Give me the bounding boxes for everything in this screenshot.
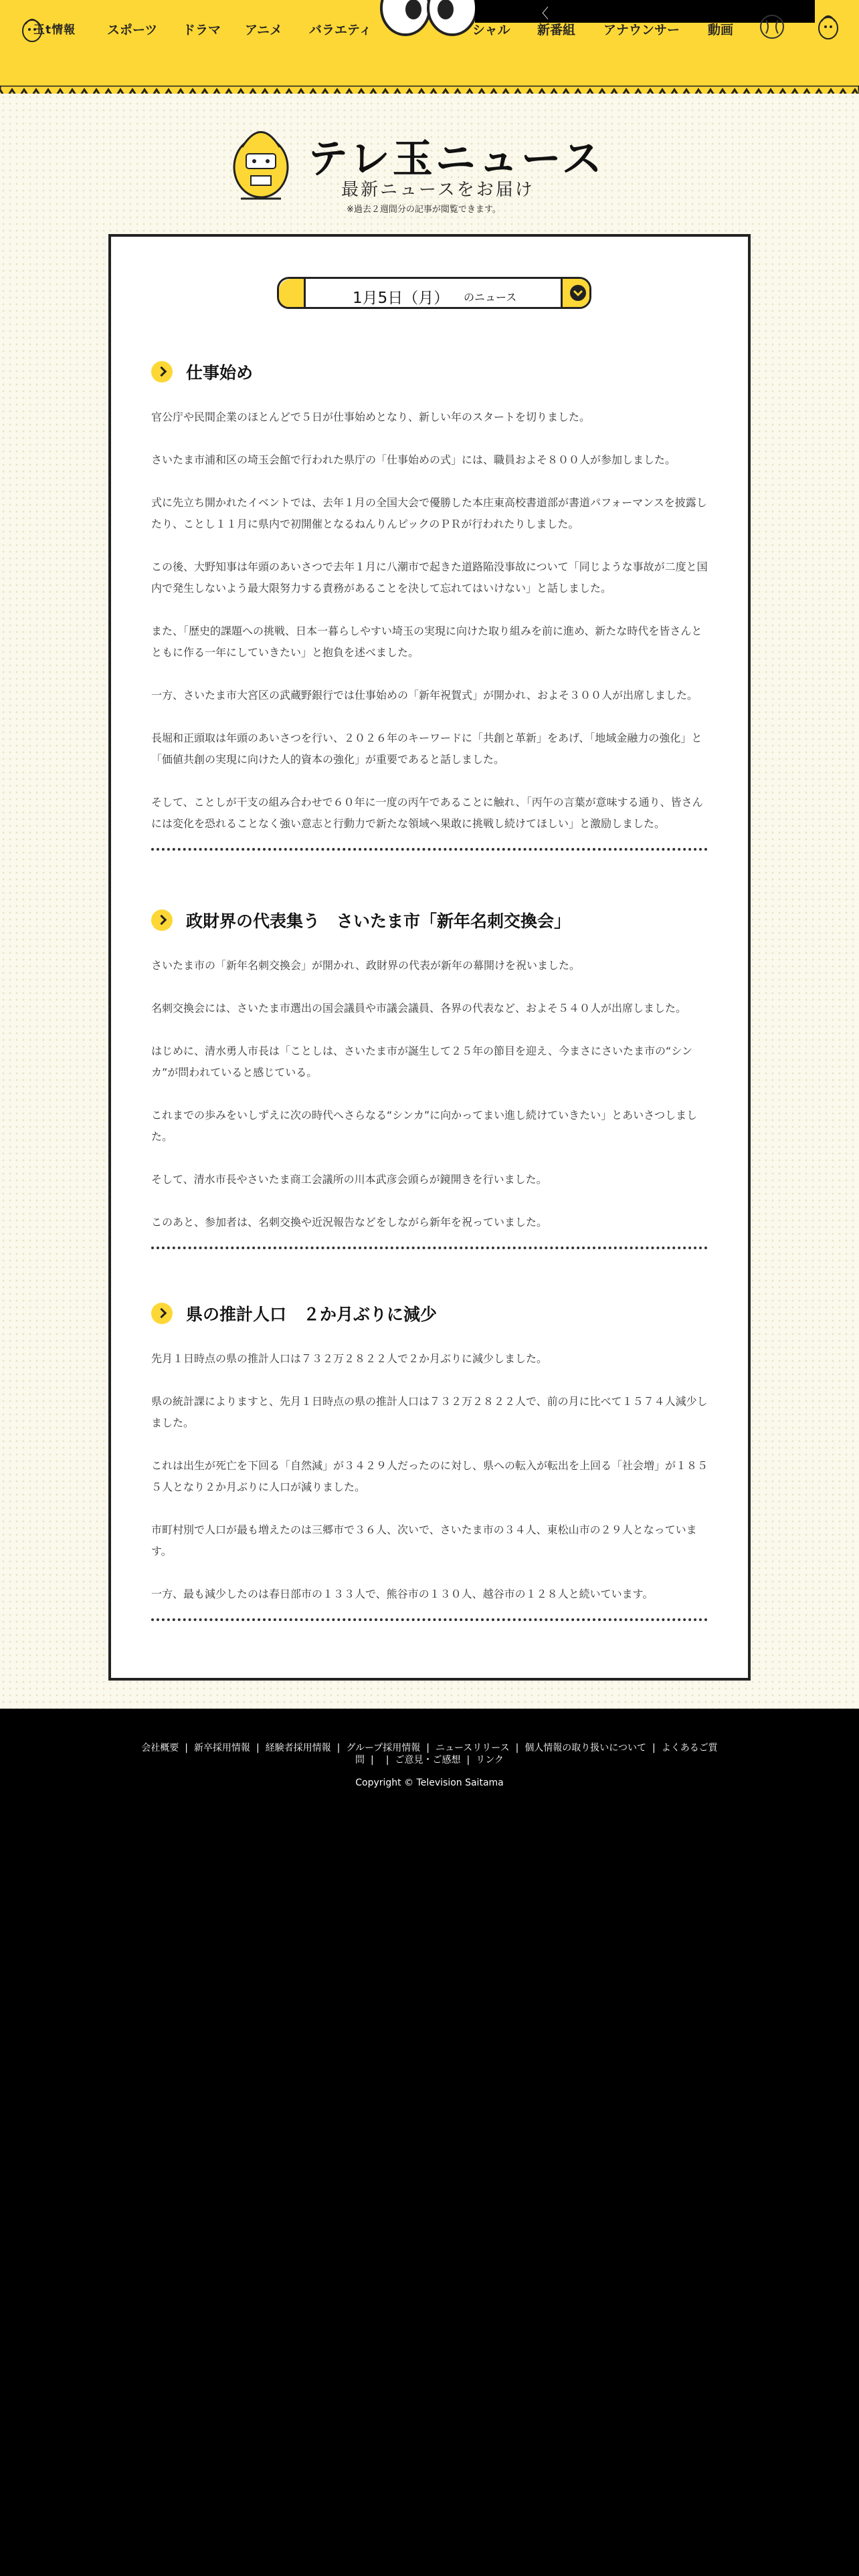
article-divider [151,848,708,851]
date-dropdown-button[interactable] [561,279,591,309]
news-article [151,905,708,1249]
chevron-right-icon [151,361,173,383]
article-paragraph: 式に先立ち開かれたイベントでは、去年１月の全国大会で優勝した本庄東高校書道部が書道パフォーマンスを披露したり、ことし１１月に県内で初開催となるねんりんピックのＰＲが行われたりしました。 [151,496,707,530]
footer-link-separator: | [652,1743,656,1753]
article-divider [151,1618,708,1621]
article-paragraph: はじめに、清水勇人市長は「ことしは、さいたま市が誕生して２５年の節目を迎え、今まさにさいたま市の“シンカ”が問われていると感じている。 [151,1045,692,1079]
footer-link[interactable]: 経験者採用情報 [265,1743,331,1753]
archive-note: ※過去２週間分の記事が閲覧できます。 [347,205,501,215]
article-paragraph: そして、ことしが干支の組み合わせで６０年に一度の丙午であることに触れ、「丙午の言葉が意味する通り、皆さんには変化を恐れることなく強い意志と行動力で新たな領域へ果敢に挑戦し続けてほしい」と激励しました。 [151,796,703,830]
article-paragraph: また、「歴史的課題への挑戦、日本一暮らしやすい埼玉の実現に向けた取り組みを前に進め、新たな時代を皆さんとともに作る一年にしていきたい」と抱負を述べました。 [151,625,702,659]
chevron-right-icon [151,909,173,931]
news-mascot-icon [227,117,294,204]
footer-link[interactable]: 新卒採用情報 [193,1743,250,1753]
nav-announcers[interactable]: アナウンサー [603,23,680,37]
article-paragraph: さいたま市の「新年名刺交換会」が開かれ、政財界の代表が新年の幕開けを祝いました。 [151,959,580,972]
copyright: Copyright © Television Saitama [355,1778,504,1788]
footer-link[interactable]: ご意見・ご感想 [395,1755,461,1765]
footer-link-separator: | [385,1755,389,1765]
article-title: 仕事始め [186,363,254,383]
chevron-right-icon [151,1303,173,1324]
article-paragraph: そして、清水市長やさいたま商工会議所の川本武彦会頭らが鏡開きを行いました。 [151,1173,547,1186]
article-paragraph: このあと、参加者は、名刺交換や近況報告などをしながら新年を祝っていました。 [151,1216,548,1228]
footer-link-separator: | [256,1743,260,1753]
footer-link[interactable]: よくあるご質問 [355,1743,718,1765]
footer-link-separator: | [337,1743,341,1753]
chevron-down-icon [563,279,591,307]
article-title: 県の推計人口 ２か月ぶりに減少 [186,1305,438,1324]
footer-link-separator: | [466,1755,470,1765]
article-header [151,1299,708,1325]
footer-link-separator: | [426,1743,430,1753]
footer-link-separator: | [515,1743,519,1753]
nav-sports[interactable]: スポーツ [107,23,158,37]
footer-links [134,1742,725,1766]
nav-anime[interactable]: アニメ [245,23,283,37]
article-paragraph: 一方、さいたま市大宮区の武蔵野銀行では仕事始めの「新年祝賀式」が開かれ、およそ３００人が出席しました。 [151,689,698,702]
date-selector-left-cap [279,279,306,309]
article-header [151,905,708,932]
topbar-prev-arrow-icon[interactable]: 〈 [535,5,549,21]
news-article [151,357,708,851]
footer-link-separator: | [371,1755,374,1765]
article-paragraph: 一方、最も減少したのは春日部市の１３３人で、熊谷市の１３０人、越谷市の１２８人と続いています。 [151,1588,654,1600]
footer-link-separator: | [185,1743,188,1753]
news-article [151,1299,708,1621]
article-paragraph: 市町村別で人口が最も増えたのは三郷市で３６人、次いで、さいたま市の３４人、東松山市の２９人となっています。 [151,1523,697,1558]
date-suffix: のニュース [464,291,517,304]
article-paragraph: これまでの歩みをいしずえに次の時代へさらなる“シンカ”に向かってまい進し続けていきたい」とあいさつしました。 [151,1109,698,1143]
footer-link[interactable]: リンク [476,1755,504,1765]
nav-new-programs[interactable]: 新番組 [537,23,576,37]
article-paragraph: これは出生が死亡を下回る「自然減」が３４２９人だったのに対し、県への転入が転出を上回る「社会増」が１８５５人となり２か月ぶりに人口が減りました。 [151,1459,708,1493]
article-paragraph: この後、大野知事は年頭のあいさつで去年１月に八潮市で起きた道路陥没事故について「同じような事故が二度と国内で発生しないよう最大限努力する責務があることを決して忘れてはいけない」と話しました。 [151,560,708,595]
nav-special[interactable]: シャル [472,23,510,37]
selected-date: 1月5日（月） [353,290,450,307]
page-title: テレ玉ニュース [308,136,605,183]
nav-variety[interactable]: バラエティ [309,23,372,37]
footer-link[interactable]: 会社概要 [141,1743,179,1753]
date-selector[interactable] [277,277,591,309]
article-paragraph: 先月１日時点の県の推計人口は７３２万２８２２人で２か月ぶりに減少しました。 [151,1352,548,1365]
article-paragraph: 名刺交換会には、さいたま市選出の国会議員や市議会議員、各界の代表など、およそ５４０人が出席しました。 [151,1002,687,1014]
nav-videos[interactable]: 動画 [708,23,734,37]
article-paragraph: 官公庁や民間企業のほとんどで５日が仕事始めとなり、新しい年のスタートを切りました。 [151,411,591,423]
footer-link[interactable]: グループ採用情報 [346,1743,421,1753]
article-paragraph: 長堀和正頭取は年頭のあいさつを行い、２０２６年のキーワードに「共創と革新」をあげ、「地域金融力の強化」と「価値共創の実現に向けた人的資本の強化」が重要であると話しました。 [151,732,702,766]
site-footer [0,1712,859,2576]
date-selector-frame [277,277,591,309]
article-title: 政財界の代表集う さいたま市「新年名刺交換会」 [186,911,571,931]
article-paragraph: さいたま市浦和区の埼玉会館で行われた県庁の「仕事始めの式」には、職員およそ８００人が参加しました。 [151,453,676,466]
article-paragraph: 県の統計課によりますと、先月１日時点の県の推計人口は７３２万２８２２人で、前の月に比べて１５７４人減少しました。 [151,1395,708,1429]
article-header [151,357,708,384]
footer-link[interactable]: 個人情報の取り扱いについて [524,1743,647,1753]
news-card [108,234,751,1681]
nav-drama[interactable]: ドラマ [183,23,221,37]
footer-link[interactable]: ニュースリリース [435,1743,510,1753]
main-content [0,94,859,1709]
logo-text[interactable]: 玉t情報 [33,23,76,37]
page-subtitle: 最新ニュースをお届け [341,180,535,200]
article-divider [151,1247,708,1249]
